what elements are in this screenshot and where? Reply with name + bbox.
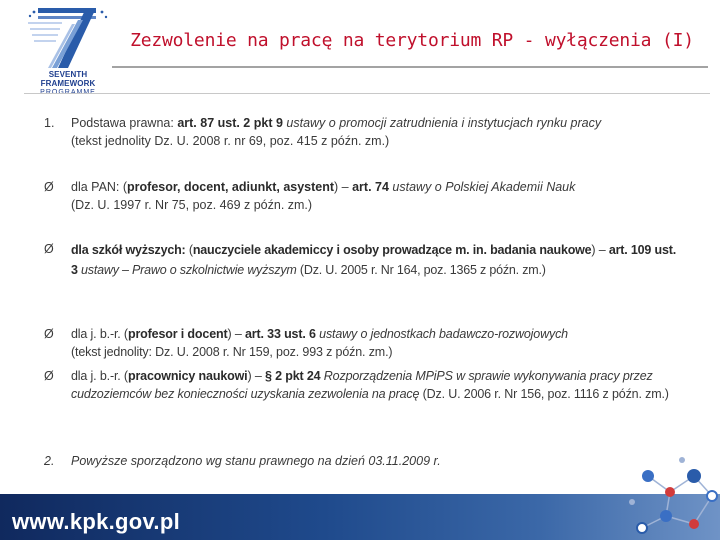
fp7-logo — [24, 4, 112, 94]
list-item-text: Podstawa prawna: art. 87 ust. 2 pkt 9 ustawy o promocji zatrudnienia i instytucjach rynku pracy (tekst jednolity Dz. U. 2008 r. nr 69, poz. 415 z późn. zm.) — [71, 116, 602, 148]
list-item-text: dla szkół wyższych: (nauczyciele akademiccy i osoby prowadzące m. in. badania naukowe) – art. 109 ust. 3 ustawy – Prawo o szkolnictwie wyższym (Dz. U. 2005 r. Nr 164, poz. 1365 z późn. zm.) — [71, 243, 676, 277]
arrow-bullet-icon: Ø — [44, 369, 54, 383]
page-title: Zezwolenie na pracę na terytorium RP - wyłączenia (I) — [130, 30, 694, 51]
arrow-bullet-icon: Ø — [44, 242, 54, 256]
footer-url-link[interactable]: www.kpk.gov.pl — [12, 509, 180, 534]
list-item-text: dla j. b.-r. (profesor i docent) – art. 33 ust. 6 ustawy o jednostkach badawczo-rozwojowych (tekst jednolity: Dz. U. 2008 r. Nr 159, poz. 993 z późn. zm.) — [71, 327, 568, 359]
list-item-text: Powyższe sporządzono wg stanu prawnego na dzień 03.11.2009 r. — [71, 454, 441, 468]
arrow-bullet-icon: Ø — [44, 180, 54, 194]
list-marker: 2. — [44, 454, 55, 468]
list-item-text: dla j. b.-r. (pracownicy naukowi) – § 2 pkt 24 Rozporządzenia MPiPS w sprawie wykonywania pracy przez cudzoziemców bez konieczności uzyskania zezwolenia na pracę (Dz. U. 2006 r. Nr 156, poz. 1116 z późn. zm.) — [71, 369, 669, 401]
list-marker: 1. — [44, 116, 55, 130]
arrow-bullet-icon: Ø — [44, 327, 54, 341]
network-graphic-icon — [618, 452, 720, 540]
logo-line1: SEVENTH FRAMEWORK — [40, 70, 96, 88]
header-divider — [112, 66, 708, 68]
header-underline — [24, 93, 710, 94]
list-item-text: dla PAN: (profesor, docent, adiunkt, asystent) – art. 74 ustawy o Polskiej Akademii Nauk (Dz. U. 1997 r. Nr 75, poz. 469 z późn. zm.) — [71, 180, 576, 212]
seven-emblem-icon — [24, 4, 112, 70]
